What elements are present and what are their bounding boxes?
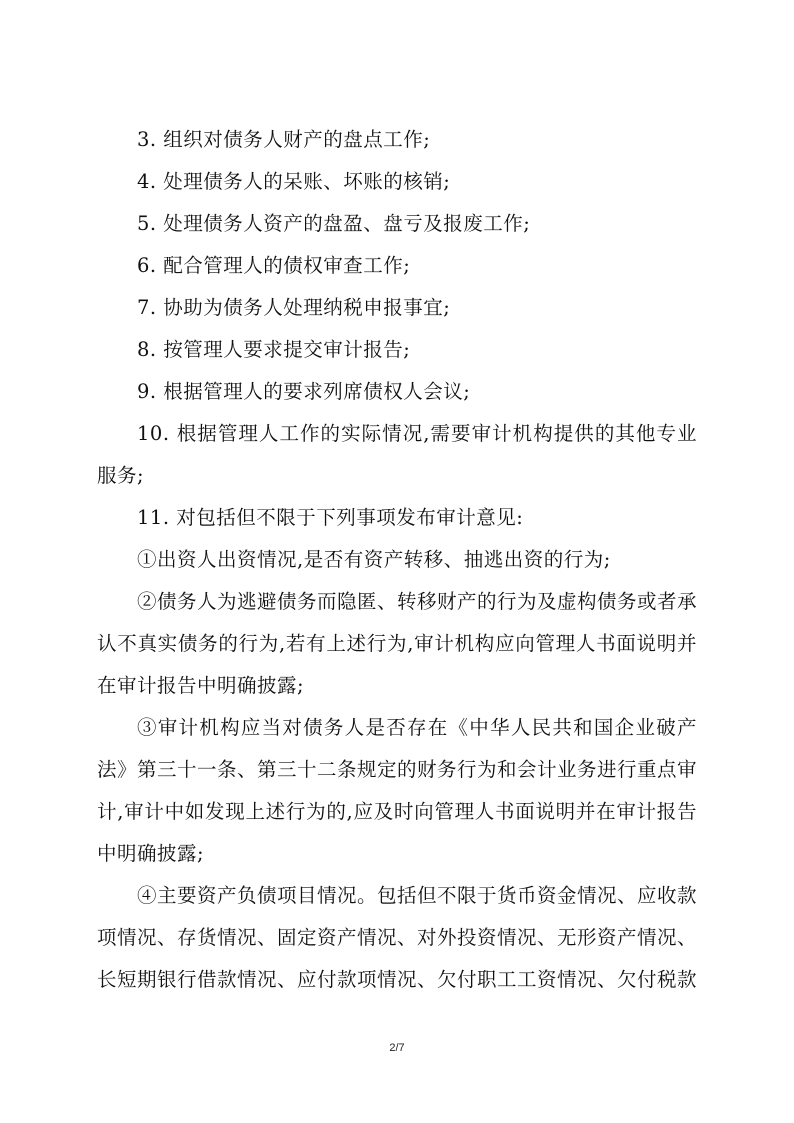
list-item: ④主要资产负债项目情况。包括但不限于货币资金情况、应收款项情况、存货情况、固定资产情况、对外投资情况、无形资产情况、长短期银行借款情况、应付款项情况、欠付职工工资情况、欠付税款 (97, 884, 698, 991)
list-item: 9. 根据管理人的要求列席债权人会议; (137, 380, 471, 403)
page-number: 2/7 (389, 1042, 405, 1054)
list-item: 5. 处理债务人资产的盘盈、盘亏及报废工作; (137, 212, 531, 235)
list-item: 3. 组织对债务人财产的盘点工作; (137, 128, 431, 151)
list-item: ①出资人出资情况,是否有资产转移、抽逃出资的行为; (137, 548, 611, 571)
list-item: 6. 配合管理人的债权审查工作; (137, 254, 411, 277)
list-item: ②债务人为逃避债务而隐匿、转移财产的行为及虚构债务或者承认不真实债务的行为,若有上述行为,审计机构应向管理人书面说明并在审计报告中明确披露; (97, 590, 698, 697)
list-item: 7. 协助为债务人处理纳税申报事宜; (137, 296, 451, 319)
list-item: 4. 处理债务人的呆账、坏账的核销; (137, 170, 451, 193)
list-item: 8. 按管理人要求提交审计报告; (137, 338, 411, 361)
list-item: 11. 对包括但不限于下列事项发布审计意见: (137, 506, 524, 529)
list-item: 10. 根据管理人工作的实际情况,需要审计机构提供的其他专业服务; (97, 422, 697, 487)
list-item: ③审计机构应当对债务人是否存在《中华人民共和国企业破产法》第三十一条、第三十二条规定的财务行为和会计业务进行重点审计,审计中如发现上述行为的,应及时向管理人书面说明并在审计报告中明确披露; (97, 716, 698, 865)
